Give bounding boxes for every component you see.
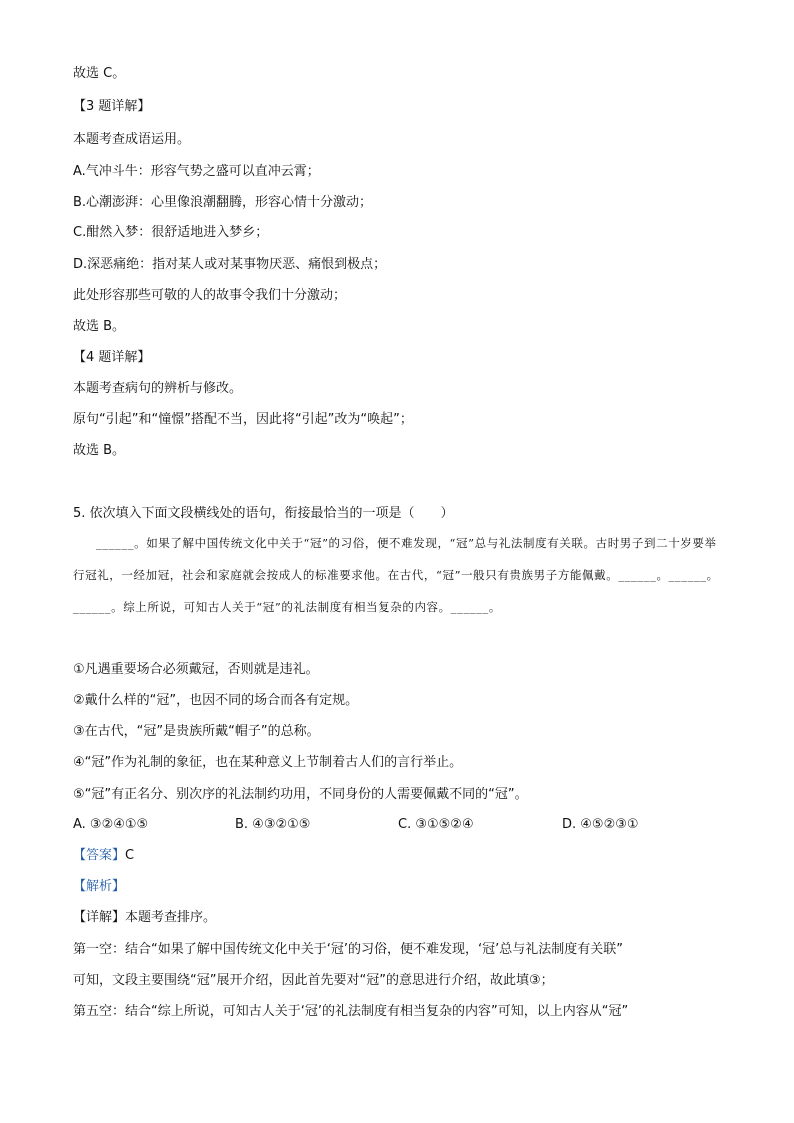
line-q4-choice: 故选 B。	[73, 443, 126, 458]
line-q3-choice: 故选 B。	[73, 319, 126, 334]
q5-options	[73, 816, 713, 834]
q5-sentence-4: ④“冠”作为礼制的象征，也在某种意义上节制着古人们的言行举止。	[73, 755, 463, 770]
q5-passage	[73, 527, 723, 623]
line-q3-option-c: C.酣然入梦：很舒适地进入梦乡；	[73, 225, 269, 240]
q5-sentence-3: ③在古代，“冠”是贵族所戴“帽子”的总称。	[73, 724, 320, 739]
line-q3-reason: 此处形容那些可敬的人的故事令我们十分激动；	[73, 288, 347, 303]
q5-answer-tag: 【答案】	[73, 848, 126, 863]
q5-detail-line	[73, 909, 734, 927]
q5-option-a: A. ③②④①⑤	[73, 817, 149, 832]
q5-passage-text: ______。如果了解中国传统文化中关于“冠”的习俗，便不难发现，“冠”总与礼法制度有关联。古时男子到二十岁要举行冠礼，一经加冠，社会和家庭就会按成人的标准要求他。在古代，“冠”一般只有贵族男子方能佩戴。______。______。______。综上所说，可知古人关于“冠”的礼法制度有相当复杂的内容。______。	[73, 536, 719, 614]
q5-explain-line-3: 第五空：结合“综上所说，可知古人关于‘冠’的礼法制度有相当复杂的内容”可知，以上内容从“冠”	[73, 1004, 629, 1019]
line-q3-topic: 本题考查成语运用。	[73, 132, 191, 147]
q5-option-b: B. ④③②①⑤	[235, 817, 311, 832]
line-q3-option-a: A.气冲斗牛：形容气势之盛可以直冲云霄；	[73, 164, 320, 179]
line-prev-choice-c: 故选 C。	[73, 66, 126, 81]
q5-detail-text: 本题考查排序。	[125, 910, 217, 925]
line-q3-option-b: B.心潮澎湃：心里像浪潮翻腾，形容心情十分激动；	[73, 195, 373, 210]
line-q3-option-d: D.深恶痛绝：指对某人或对某事物厌恶、痛恨到极点；	[73, 257, 387, 272]
q5-explain-line-1: 第一空：结合“如果了解中国传统文化中关于‘冠’的习俗，便不难发现，‘冠’总与礼法制度有关联”	[73, 942, 623, 957]
heading-q4-detail: 【4 题详解】	[73, 350, 151, 365]
q5-explain-line-2: 可知，文段主要围绕“冠”展开介绍，因此首先要对“冠”的意思进行介绍，故此填③；	[73, 973, 554, 988]
q5-detail-tag: 【详解】	[73, 910, 126, 925]
q5-sentence-5: ⑤“冠”有正名分、别次序的礼法制约功用，不同身份的人需要佩戴不同的“冠”。	[73, 787, 528, 802]
q5-sentence-2: ②戴什么样的“冠”，也因不同的场合而各有定规。	[73, 693, 359, 708]
line-q4-reason: 原句“引起”和“憧憬”搭配不当，因此将“引起”改为“唤起”；	[73, 412, 413, 427]
q5-answer-value: C	[125, 848, 135, 863]
q5-answer-line	[73, 847, 734, 865]
line-q4-topic: 本题考查病句的辨析与修改。	[73, 381, 243, 396]
q5-option-d: D. ④⑤②③①	[562, 817, 639, 832]
q5-sentence-1: ①凡遇重要场合必须戴冠，否则就是违礼。	[73, 662, 319, 677]
q5-stem: 5. 依次填入下面文段横线处的语句，衔接最恰当的一项是（ ）	[73, 506, 454, 521]
q5-analysis-tag: 【解析】	[73, 879, 126, 894]
heading-q3-detail: 【3 题详解】	[73, 99, 151, 114]
q5-option-c: C. ③①⑤②④	[398, 817, 474, 832]
